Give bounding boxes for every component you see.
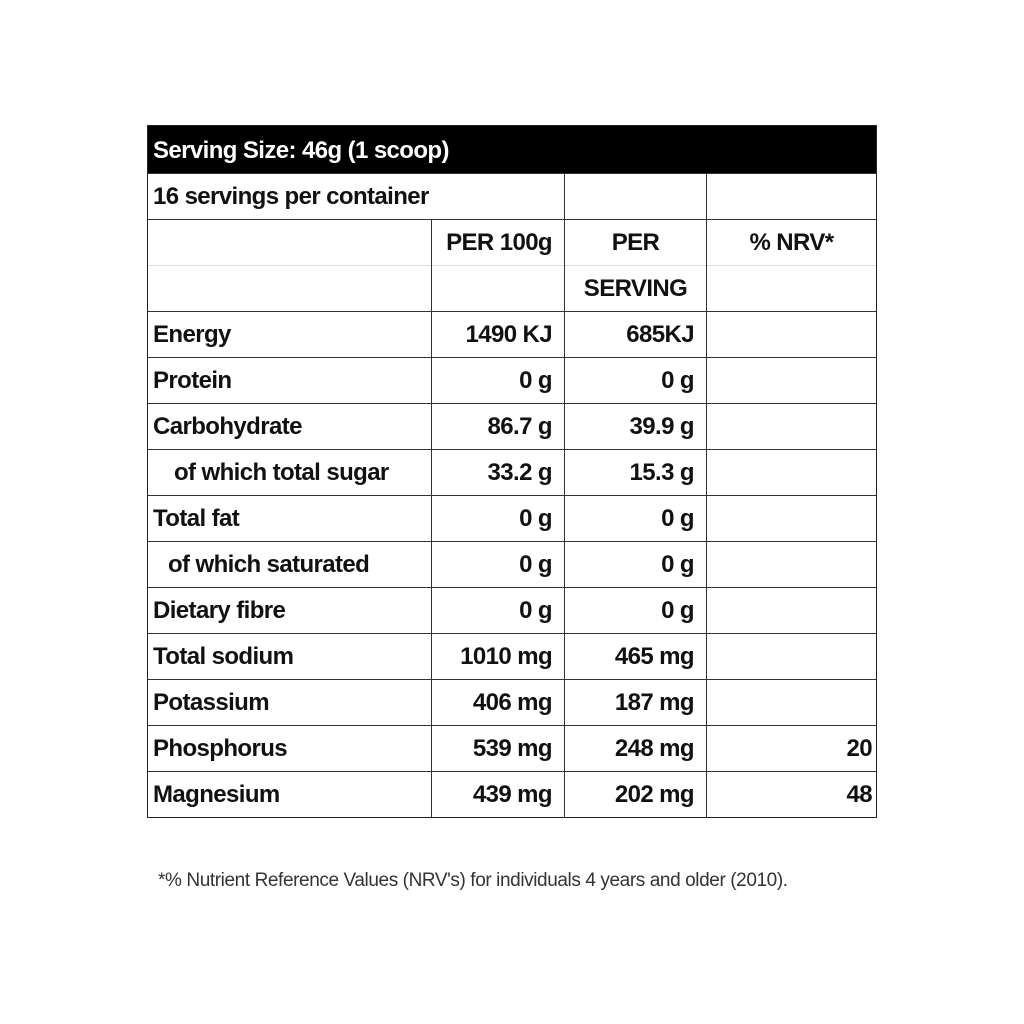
empty-cell — [706, 174, 876, 219]
nutrient-row — [148, 449, 876, 495]
nutrient-name: of which saturated — [168, 551, 370, 578]
nutrient-row — [148, 771, 876, 817]
nutrient-row — [148, 357, 876, 403]
empty-cell — [148, 220, 431, 311]
per-100g-value: 1010 mg — [431, 634, 564, 679]
nutrient-name: Carbohydrate — [153, 413, 302, 440]
nutrient-row — [148, 679, 876, 725]
per-100g-value: 0 g — [431, 588, 564, 633]
nrv-value — [706, 358, 876, 403]
nutrient-row — [148, 633, 876, 679]
nutrient-name: Phosphorus — [153, 735, 288, 762]
per-100g-value: 86.7 g — [431, 404, 564, 449]
per-serving-value: 685KJ — [564, 312, 706, 357]
per-100g-value: 33.2 g — [431, 450, 564, 495]
footnote: *% Nutrient Reference Values (NRV's) for individuals 4 years and older (2010). — [158, 870, 788, 891]
col-per-serving — [564, 220, 706, 311]
nrv-value — [706, 496, 876, 541]
per-100g-value: 539 mg — [431, 726, 564, 771]
per-100g-value: 1490 KJ — [431, 312, 564, 357]
per-serving-value: 0 g — [564, 358, 706, 403]
nrv-value: 48 — [706, 772, 876, 817]
per-serving-value: 0 g — [564, 588, 706, 633]
nutrient-name: Energy — [153, 321, 231, 348]
per-serving-value: 248 mg — [564, 726, 706, 771]
serving-size-header: Serving Size: 46g (1 scoop) — [148, 126, 876, 173]
nrv-value: 20 — [706, 726, 876, 771]
per-100g-value: 439 mg — [431, 772, 564, 817]
nrv-value — [706, 404, 876, 449]
nutrient-row — [148, 725, 876, 771]
nutrient-name: Total fat — [153, 505, 240, 532]
per-100g-value: 0 g — [431, 542, 564, 587]
col-per-serving-line2: SERVING — [583, 275, 688, 302]
servings-row — [148, 173, 876, 219]
nrv-value — [706, 680, 876, 725]
column-header-row — [148, 219, 876, 311]
nutrient-name: Total sodium — [153, 643, 294, 670]
empty-cell — [564, 174, 706, 219]
per-serving-value: 15.3 g — [564, 450, 706, 495]
col-nrv: % NRV* — [706, 220, 876, 311]
nutrient-name: Protein — [153, 367, 232, 394]
nrv-value — [706, 312, 876, 357]
nutrient-row — [148, 403, 876, 449]
per-serving-value: 0 g — [564, 496, 706, 541]
nutrient-name: of which total sugar — [174, 459, 389, 486]
col-per-100g: PER 100g — [431, 220, 564, 311]
nrv-value — [706, 542, 876, 587]
nrv-value — [706, 588, 876, 633]
per-serving-value: 202 mg — [564, 772, 706, 817]
per-serving-value: 465 mg — [564, 634, 706, 679]
servings-per-container: 16 servings per container — [153, 183, 429, 210]
nutrient-row — [148, 541, 876, 587]
per-100g-value: 406 mg — [431, 680, 564, 725]
nutrient-row — [148, 495, 876, 541]
nutrient-row — [148, 311, 876, 357]
col-per-serving-line1: PER — [611, 229, 660, 256]
per-serving-value: 39.9 g — [564, 404, 706, 449]
nrv-value — [706, 634, 876, 679]
per-serving-value: 0 g — [564, 542, 706, 587]
per-100g-value: 0 g — [431, 358, 564, 403]
nutrient-name: Dietary fibre — [153, 597, 286, 624]
nrv-value — [706, 450, 876, 495]
nutrient-row — [148, 587, 876, 633]
nutrient-name: Magnesium — [153, 781, 280, 808]
per-serving-value: 187 mg — [564, 680, 706, 725]
nutrient-name: Potassium — [153, 689, 269, 716]
per-100g-value: 0 g — [431, 496, 564, 541]
nutrition-table — [147, 125, 877, 818]
